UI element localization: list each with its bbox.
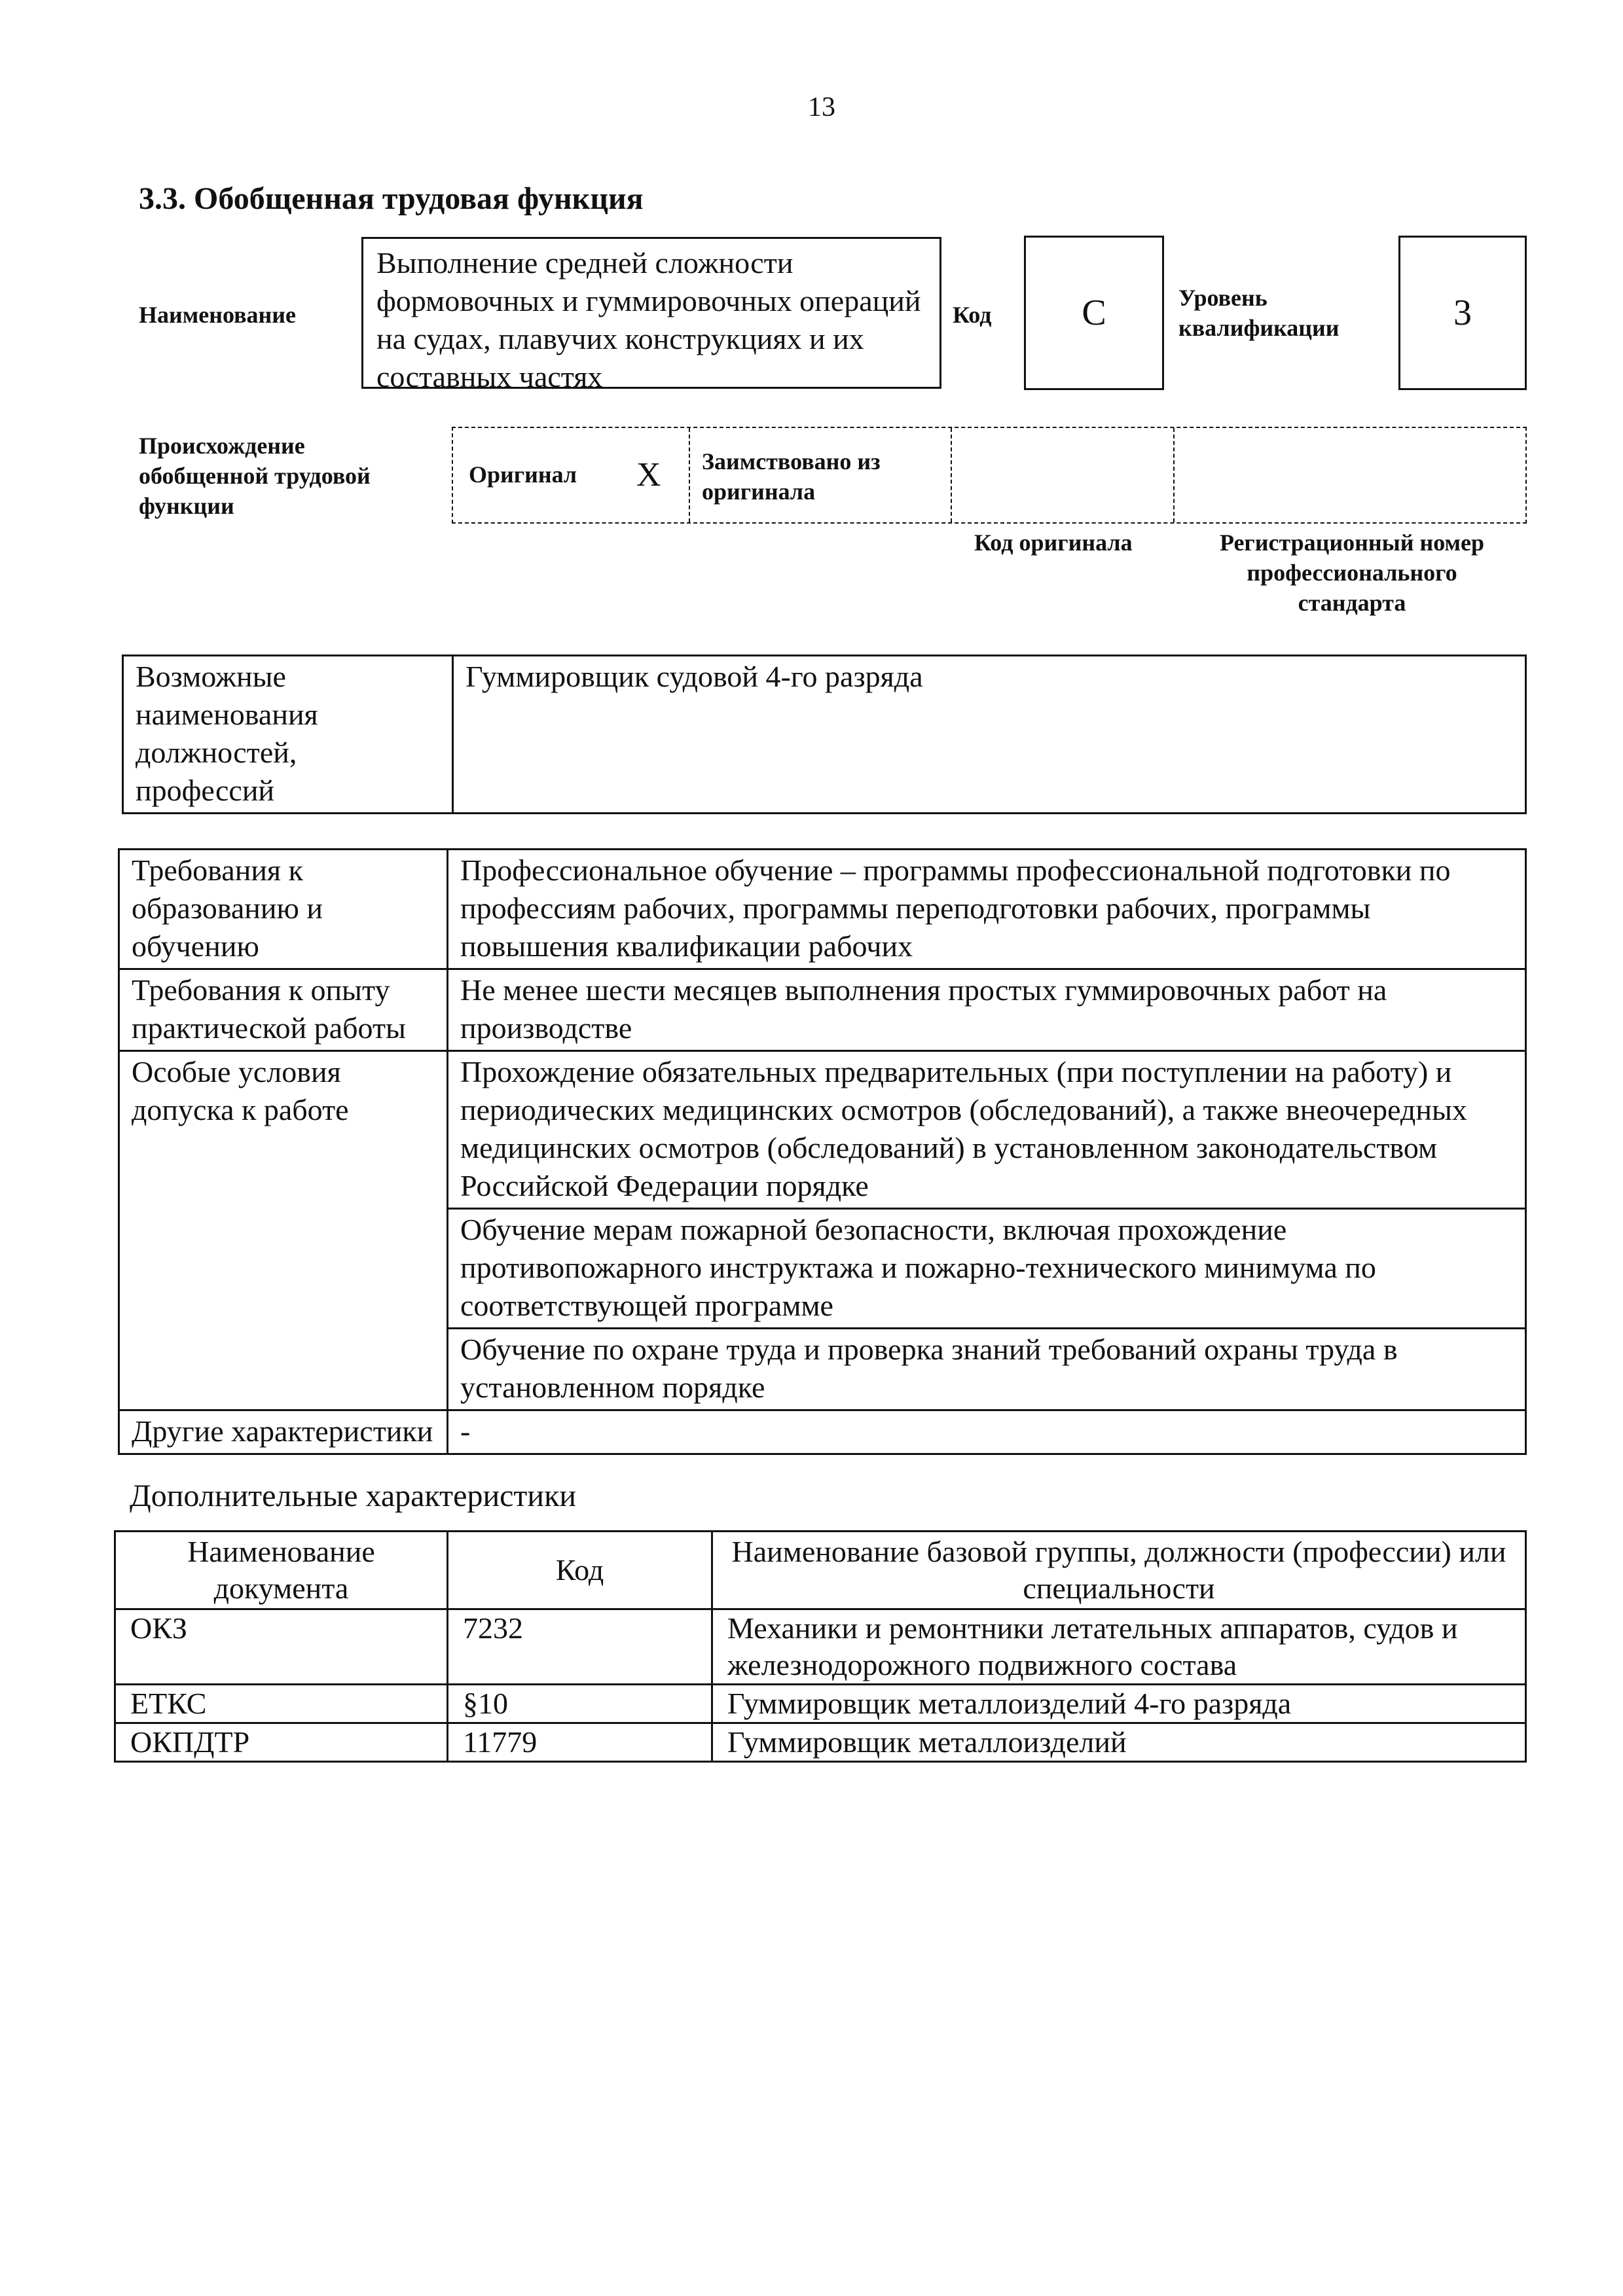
qualification-level-label: Уровень квалификации bbox=[1178, 285, 1340, 341]
name-label: Наименование bbox=[139, 302, 296, 328]
original-label: Оригинал bbox=[469, 461, 577, 488]
table-row bbox=[115, 1685, 1526, 1723]
education-label: Требования к образованию и обучению bbox=[119, 850, 448, 969]
qualification-level-value: 3 bbox=[1398, 236, 1527, 390]
registration-number-caption: Регистрационный номер профессионального стандарта bbox=[1219, 529, 1485, 616]
origin-separator bbox=[689, 428, 690, 522]
document-cell: ОКЗ bbox=[115, 1609, 448, 1685]
column-header-document: Наименование документа bbox=[115, 1532, 448, 1609]
positions-value: Гуммировщик судовой 4-го разряда bbox=[453, 656, 1526, 814]
table-row bbox=[119, 1051, 1526, 1209]
additional-characteristics-title: Дополнительные характеристики bbox=[130, 1479, 577, 1513]
table-row bbox=[115, 1723, 1526, 1762]
origin-box bbox=[452, 427, 1527, 524]
document-cell: ОКПДТР bbox=[115, 1723, 448, 1762]
table-header-row bbox=[115, 1532, 1526, 1609]
table-row bbox=[123, 656, 1526, 814]
special-condition-labor-safety: Обучение по охране труда и проверка знаний требований охраны труда в установленном порядке bbox=[448, 1329, 1526, 1410]
other-characteristics-label: Другие характеристики bbox=[119, 1410, 448, 1454]
code-cell: 7232 bbox=[448, 1609, 712, 1685]
table-row bbox=[119, 850, 1526, 969]
code-value: C bbox=[1024, 236, 1164, 390]
name-cell: Механики и ремонтники летательных аппаратов, судов и железнодорожного подвижного состава bbox=[712, 1609, 1526, 1685]
document-cell: ЕТКС bbox=[115, 1685, 448, 1723]
name-cell: Гуммировщик металлоизделий bbox=[712, 1723, 1526, 1762]
origin-separator bbox=[951, 428, 952, 522]
education-value: Профессиональное обучение – программы профессиональной подготовки по профессиям рабочих, программы переподготовки рабочих, программы повышения квалификации рабочих bbox=[448, 850, 1526, 969]
origin-separator bbox=[1173, 428, 1175, 522]
original-checkmark: Х bbox=[636, 456, 661, 493]
section-title: 3.3. Обобщенная трудовая функция bbox=[139, 181, 644, 216]
origin-label: Происхождение обобщенной трудовой функции bbox=[139, 433, 371, 519]
experience-value: Не менее шести месяцев выполнения простых гуммировочных работ на производстве bbox=[448, 969, 1526, 1051]
function-name-value: Выполнение средней сложности формовочных и гуммировочных операций на судах, плавучих конструкциях и их составных частях bbox=[361, 237, 941, 389]
special-conditions-label: Особые условия допуска к работе bbox=[119, 1051, 448, 1410]
table-row bbox=[115, 1609, 1526, 1685]
page-number: 13 bbox=[808, 92, 835, 122]
additional-characteristics-table bbox=[114, 1530, 1527, 1763]
positions-table bbox=[122, 655, 1527, 814]
column-header-name: Наименование базовой группы, должности (профессии) или специальности bbox=[712, 1532, 1526, 1609]
borrowed-label: Заимствовано из оригинала bbox=[702, 448, 881, 505]
requirements-table bbox=[118, 848, 1527, 1455]
positions-label: Возможные наименования должностей, профессий bbox=[123, 656, 453, 814]
code-cell: 11779 bbox=[448, 1723, 712, 1762]
other-characteristics-value: - bbox=[448, 1410, 1526, 1454]
code-label: Код bbox=[953, 302, 992, 328]
table-row bbox=[119, 1410, 1526, 1454]
special-condition-medical: Прохождение обязательных предварительных (при поступлении на работу) и периодических медицинских осмотров (обследований), а также внеочередных медицинских осмотров (обследований) в установленном законодательством Российской Федерации порядке bbox=[448, 1051, 1526, 1209]
name-cell: Гуммировщик металлоизделий 4-го разряда bbox=[712, 1685, 1526, 1723]
experience-label: Требования к опыту практической работы bbox=[119, 969, 448, 1051]
original-code-caption: Код оригинала bbox=[974, 529, 1133, 556]
table-row bbox=[119, 969, 1526, 1051]
special-condition-fire-safety: Обучение мерам пожарной безопасности, включая прохождение противопожарного инструктажа и пожарно-технического минимума по соответствующей программе bbox=[448, 1209, 1526, 1329]
column-header-code: Код bbox=[448, 1532, 712, 1609]
code-cell: §10 bbox=[448, 1685, 712, 1723]
